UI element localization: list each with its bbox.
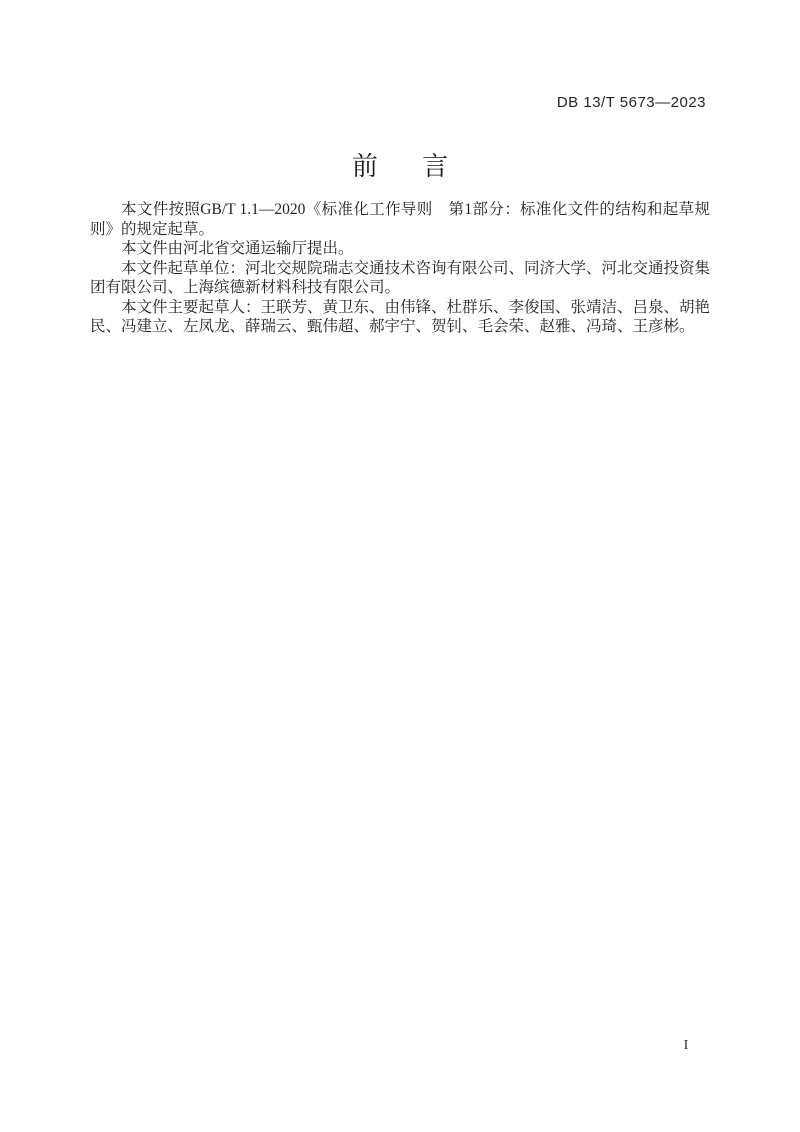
foreword-body [90, 200, 710, 337]
foreword-paragraph-proposer: 本文件由河北省交通运输厅提出。 [121, 240, 354, 257]
foreword-paragraph-basis: 本文件按照GB/T 1.1—2020《标准化工作导则 第1部分：标准化文件的结构和起草规则》的规定起草。 [90, 201, 710, 238]
standard-number: DB 13/T 5673—2023 [556, 94, 706, 111]
page-number: I [683, 1038, 689, 1053]
foreword-paragraph-drafting-organizations: 本文件起草单位：河北交规院瑞志交通技术咨询有限公司、同济大学、河北交通投资集团有限公司、上海缤德新材料科技有限公司。 [90, 259, 711, 296]
foreword-paragraph-drafters: 本文件主要起草人：王联芳、黄卫东、由伟锋、杜群乐、李俊国、张靖洁、吕泉、胡艳民、冯建立、左凤龙、薛瑞云、甄伟超、郝宇宁、贺钊、毛会荣、赵雅、冯琦、王彦彬。 [90, 298, 711, 335]
foreword-title: 前言 [351, 151, 493, 181]
